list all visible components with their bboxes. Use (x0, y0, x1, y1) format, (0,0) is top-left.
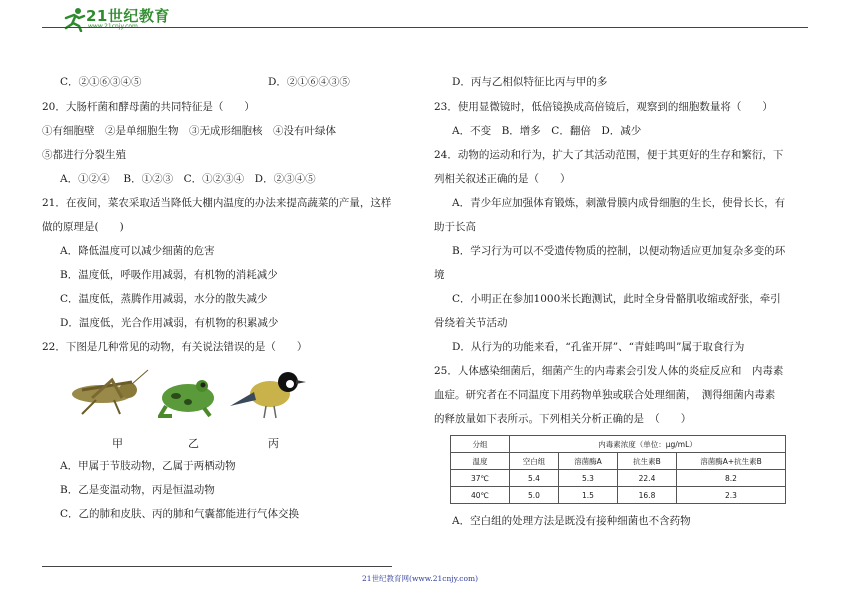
table-conc-header: 内毒素浓度（单位：μg/mL） (510, 436, 786, 453)
table-temp-header: 温度 (451, 453, 510, 470)
q19-option-c: C．②①⑥③④⑤ (60, 76, 142, 88)
q23-options: A．不变 B．增多 C．翻倍 D．减少 (452, 125, 642, 137)
endotoxin-table (450, 435, 786, 504)
q24-option-a-2: 助于长高 (434, 221, 476, 233)
footer-rule (42, 566, 392, 567)
footer-text: 21世纪教育网(www.21cnjy.com) (362, 574, 479, 583)
q25-stem-2: 血症。研究者在不同温度下用药物单独或联合处理细菌， 测得细菌内毒素 (434, 389, 776, 401)
q23-stem: 23．使用显微镜时，低倍镜换成高倍镜后，观察到的细胞数量将（ ） (434, 101, 773, 113)
q22-option-d: D．丙与乙相似特征比丙与甲的多 (452, 76, 608, 88)
table-col-header: 溶菌酶A (559, 453, 618, 470)
table-col-header: 溶菌酶A+抗生素B (677, 453, 786, 470)
logo-text: 21世纪教育 (86, 7, 170, 25)
table-cell: 5.0 (510, 487, 559, 504)
q21-option-c: C．温度低，蒸腾作用减弱，水分的散失减少 (60, 293, 268, 305)
table-cell: 5.4 (510, 470, 559, 487)
site-logo (62, 4, 178, 34)
table-col-header: 空白组 (510, 453, 559, 470)
frog-image (158, 370, 220, 424)
q20-options: A．①②④ B．①②③ C．①②③④ D．②③④⑤ (60, 173, 316, 185)
q24-option-c-2: 骨绕着关节活动 (434, 317, 508, 329)
q22-option-c: C．乙的肺和皮肤、丙的肺和气囊都能进行气体交换 (60, 508, 300, 520)
q22-option-a: A．甲属于节肢动物，乙属于两栖动物 (60, 460, 236, 472)
q20-items-1: ①有细胞壁 ②是单细胞生物 ③无成形细胞核 ④没有叶绿体 (42, 125, 336, 137)
q24-option-b-1: B．学习行为可以不受遗传物质的控制，以便动物适应更加复杂多变的环 (452, 245, 786, 257)
table-cell-temp: 40℃ (451, 487, 510, 504)
table-col-header: 抗生素B (618, 453, 677, 470)
q24-option-a-1: A．青少年应加强体育锻炼，刺激骨膜内成骨细胞的生长，使骨长长，有 (452, 197, 786, 209)
q24-stem-2: 列相关叙述正确的是（ ） (434, 173, 571, 185)
grasshopper-image (62, 368, 150, 424)
runner-logo-icon (62, 6, 88, 32)
q21-option-a: A．降低温度可以减少细菌的危害 (60, 245, 215, 257)
q19-option-d: D．②①⑥④③⑤ (268, 76, 350, 88)
bird-image (226, 366, 308, 426)
q25-option-a: A．空白组的处理方法是既没有接种细菌也不含药物 (452, 515, 691, 527)
q21-option-d: D．温度低，光合作用减弱，有机物的积累减少 (60, 317, 279, 329)
q21-stem-2: 做的原理是( ) (42, 221, 124, 233)
header-rule (42, 27, 808, 28)
table-group-header: 分组 (451, 436, 510, 453)
q20-items-2: ⑤都进行分裂生殖 (42, 149, 126, 161)
label-bing: 丙 (268, 437, 279, 450)
table-cell-temp: 37℃ (451, 470, 510, 487)
label-jia: 甲 (112, 437, 123, 450)
q21-stem-1: 21．在夜间，菜农采取适当降低大棚内温度的办法来提高蔬菜的产量，这样 (42, 197, 392, 209)
table-cell: 8.2 (677, 470, 786, 487)
q24-stem-1: 24．动物的运动和行为，扩大了其活动范围，便于其更好的生存和繁衍，下 (434, 149, 784, 161)
q22-option-b: B．乙是变温动物，丙是恒温动物 (60, 484, 215, 496)
table-row (451, 487, 786, 504)
table-row (451, 470, 786, 487)
q25-stem-1: 25．人体感染细菌后，细菌产生的内毒素会引发人体的炎症反应和 内毒素 (434, 365, 784, 377)
table-cell: 16.8 (618, 487, 677, 504)
q20-stem: 20．大肠杆菌和酵母菌的共同特征是（ ） (42, 101, 255, 113)
table-cell: 22.4 (618, 470, 677, 487)
q25-stem-3: 的释放量如下表所示。下列相关分析正确的是 （ ） (434, 413, 692, 425)
q21-option-b: B．温度低，呼吸作用减弱，有机物的消耗减少 (60, 269, 278, 281)
q24-option-c-1: C．小明正在参加1000米长跑测试，此时全身骨骼肌收缩或舒张，牵引 (452, 293, 781, 305)
table-cell: 1.5 (559, 487, 618, 504)
table-cell: 5.3 (559, 470, 618, 487)
label-yi: 乙 (188, 437, 199, 450)
q24-option-d: D．从行为的功能来看，“孔雀开屏”、“青蛙鸣叫”属于取食行为 (452, 341, 745, 353)
q22-stem: 22．下图是几种常见的动物，有关说法错误的是（ ） (42, 341, 308, 353)
table-cell: 2.3 (677, 487, 786, 504)
q24-option-b-2: 境 (434, 269, 445, 281)
